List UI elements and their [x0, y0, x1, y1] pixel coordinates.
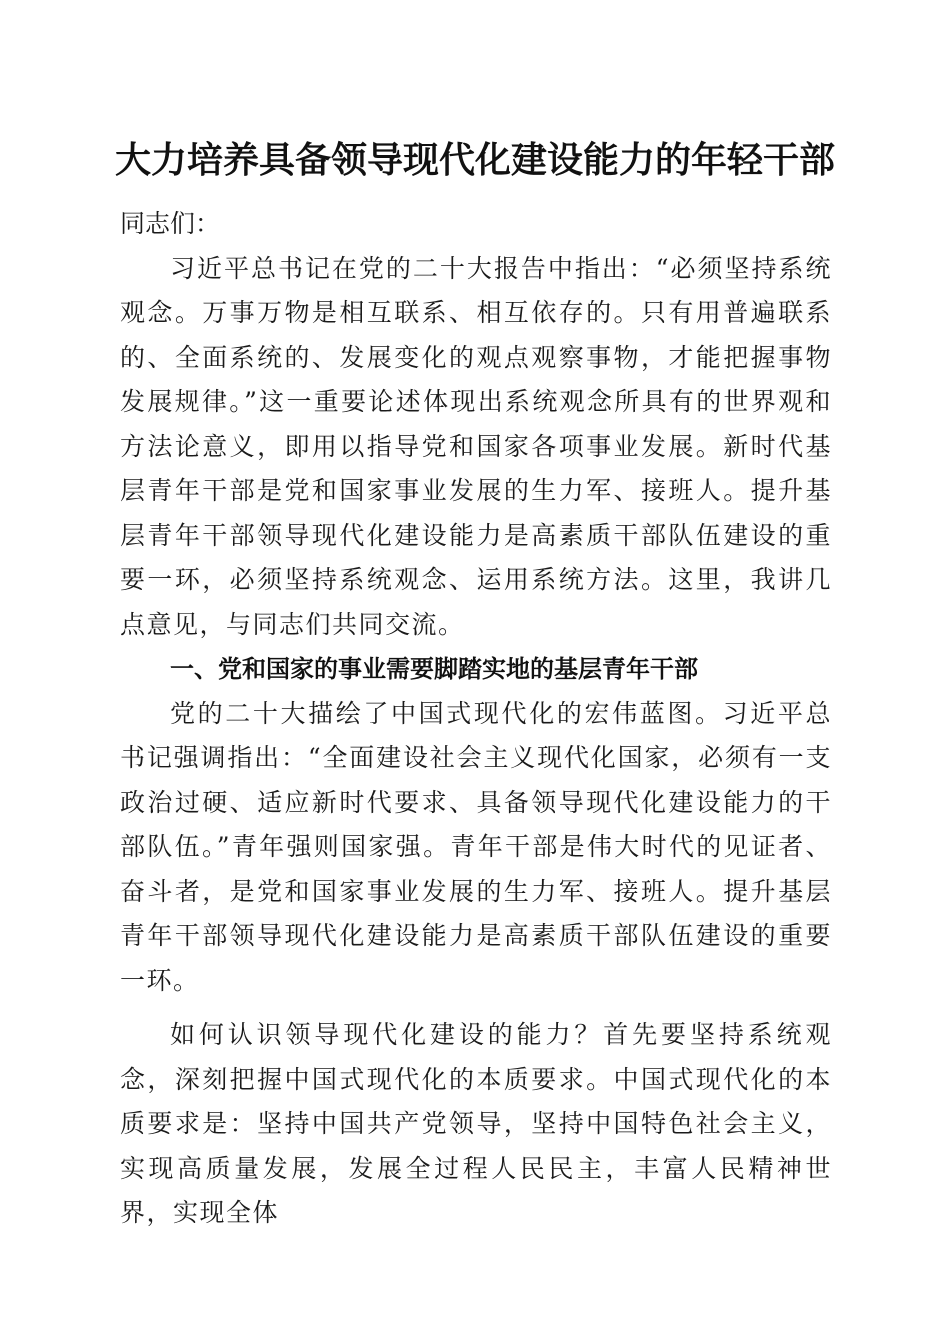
- paragraph-section-1: 党的二十大描绘了中国式现代化的宏伟蓝图。习近平总书记强调指出：“全面建设社会主义现代化国家，必须有一支政治过硬、适应新时代要求、具备领导现代化建设能力的干部队伍。”青年强则国家强。青年干部是伟大时代的见证者、奋斗者，是党和国家事业发展的生力军、接班人。提升基层青年干部领导现代化建设能力是高素质干部队伍建设的重要一环。: [120, 698, 832, 995]
- paragraph-intro: 习近平总书记在党的二十大报告中指出：“必须坚持系统观念。万事万物是相互联系、相互依存的。只有用普遍联系的、全面系统的、发展变化的观点观察事物，才能把握事物发展规律。”这一重要论述体现出系统观念所具有的世界观和方法论意义，即用以指导党和国家各项事业发展。新时代基层青年干部是党和国家事业发展的生力军、接班人。提升基层青年干部领导现代化建设能力是高素质干部队伍建设的重要一环，必须坚持系统观念、运用系统方法。这里，我讲几点意见，与同志们共同交流。: [120, 253, 832, 639]
- salutation: 同志们：: [120, 209, 221, 238]
- paragraph-section-1b: 如何认识领导现代化建设的能力？首先要坚持系统观念，深刻把握中国式现代化的本质要求。中国式现代化的本质要求是：坚持中国共产党领导，坚持中国特色社会主义，实现高质量发展，发展全过程人民民主，丰富人民精神世界，实现全体: [120, 1020, 832, 1227]
- document-title: 大力培养具备领导现代化建设能力的年轻干部: [114, 139, 835, 181]
- document-body: [120, 202, 832, 1236]
- paragraph-gap: [120, 1003, 832, 1013]
- section-heading-1: 一、党和国家的事业需要脚踏实地的基层青年干部: [170, 655, 698, 683]
